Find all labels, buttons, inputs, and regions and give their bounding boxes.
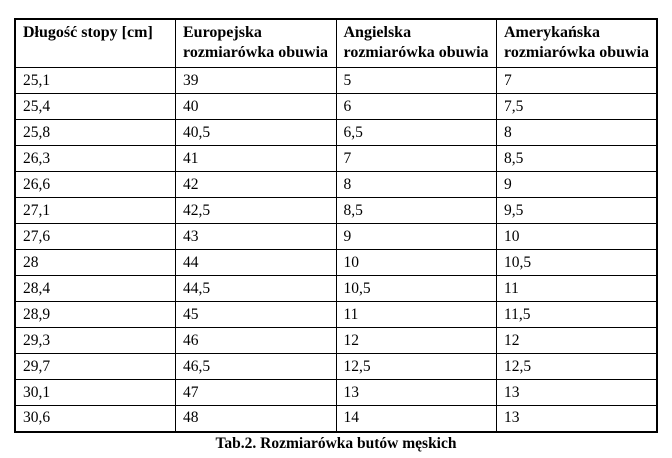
- table-cell: 11: [497, 276, 658, 302]
- table-cell: 7,5: [497, 94, 658, 120]
- table-cell: 25,4: [15, 94, 176, 120]
- column-header: Angielska rozmiarówka obuwia: [336, 19, 497, 68]
- table-row: [15, 302, 657, 328]
- table-cell: 44,5: [176, 276, 337, 302]
- table-cell: 8: [497, 120, 658, 146]
- table-cell: 8,5: [336, 198, 497, 224]
- table-cell: 47: [176, 380, 337, 406]
- table-cell: 45: [176, 302, 337, 328]
- table-cell: 9,5: [497, 198, 658, 224]
- table-row: [15, 328, 657, 354]
- table-cell: 25,1: [15, 68, 176, 94]
- table-cell: 40: [176, 94, 337, 120]
- table-row: [15, 198, 657, 224]
- header-row: [15, 19, 657, 68]
- table-row: [15, 406, 657, 432]
- table-row: [15, 354, 657, 380]
- table-row: [15, 146, 657, 172]
- table-cell: 9: [497, 172, 658, 198]
- table-cell: 42: [176, 172, 337, 198]
- table-cell: 13: [497, 380, 658, 406]
- table-cell: 46: [176, 328, 337, 354]
- table-cell: 7: [336, 146, 497, 172]
- table-cell: 10,5: [336, 276, 497, 302]
- table-cell: 10: [497, 224, 658, 250]
- table-cell: 6,5: [336, 120, 497, 146]
- table-cell: 8: [336, 172, 497, 198]
- table-cell: 7: [497, 68, 658, 94]
- table-cell: 46,5: [176, 354, 337, 380]
- table-cell: 39: [176, 68, 337, 94]
- table-cell: 12: [336, 328, 497, 354]
- table-cell: 14: [336, 406, 497, 432]
- table-cell: 30,6: [15, 406, 176, 432]
- table-cell: 8,5: [497, 146, 658, 172]
- column-header: Amerykańska rozmiarówka obuwia: [497, 19, 658, 68]
- table-cell: 28: [15, 250, 176, 276]
- table-cell: 42,5: [176, 198, 337, 224]
- table-cell: 13: [497, 406, 658, 432]
- table-cell: 10,5: [497, 250, 658, 276]
- table-cell: 6: [336, 94, 497, 120]
- table-cell: 30,1: [15, 380, 176, 406]
- table-cell: 28,4: [15, 276, 176, 302]
- table-row: [15, 120, 657, 146]
- table-cell: 40,5: [176, 120, 337, 146]
- table-cell: 5: [336, 68, 497, 94]
- shoe-size-table: [14, 18, 658, 433]
- table-cell: 27,1: [15, 198, 176, 224]
- table-caption: Tab.2. Rozmiarówka butów męskich: [215, 434, 457, 452]
- table-cell: 29,3: [15, 328, 176, 354]
- table-cell: 13: [336, 380, 497, 406]
- table-cell: 11,5: [497, 302, 658, 328]
- table-row: [15, 172, 657, 198]
- table-cell: 10: [336, 250, 497, 276]
- table-cell: 28,9: [15, 302, 176, 328]
- table-row: [15, 94, 657, 120]
- table-row: [15, 68, 657, 94]
- table-cell: 43: [176, 224, 337, 250]
- table-cell: 25,8: [15, 120, 176, 146]
- column-header: Długość stopy [cm]: [15, 19, 176, 68]
- table-cell: 26,6: [15, 172, 176, 198]
- table-cell: 29,7: [15, 354, 176, 380]
- table-row: [15, 250, 657, 276]
- table-cell: 48: [176, 406, 337, 432]
- table-cell: 9: [336, 224, 497, 250]
- table-row: [15, 276, 657, 302]
- table-cell: 11: [336, 302, 497, 328]
- table-cell: 12: [497, 328, 658, 354]
- table-cell: 27,6: [15, 224, 176, 250]
- table-cell: 12,5: [497, 354, 658, 380]
- column-header: Europejska rozmiarówka obuwia: [176, 19, 337, 68]
- table-cell: 44: [176, 250, 337, 276]
- table-cell: 12,5: [336, 354, 497, 380]
- table-body: [15, 68, 657, 432]
- table-row: [15, 224, 657, 250]
- table-cell: 26,3: [15, 146, 176, 172]
- table-row: [15, 380, 657, 406]
- table-cell: 41: [176, 146, 337, 172]
